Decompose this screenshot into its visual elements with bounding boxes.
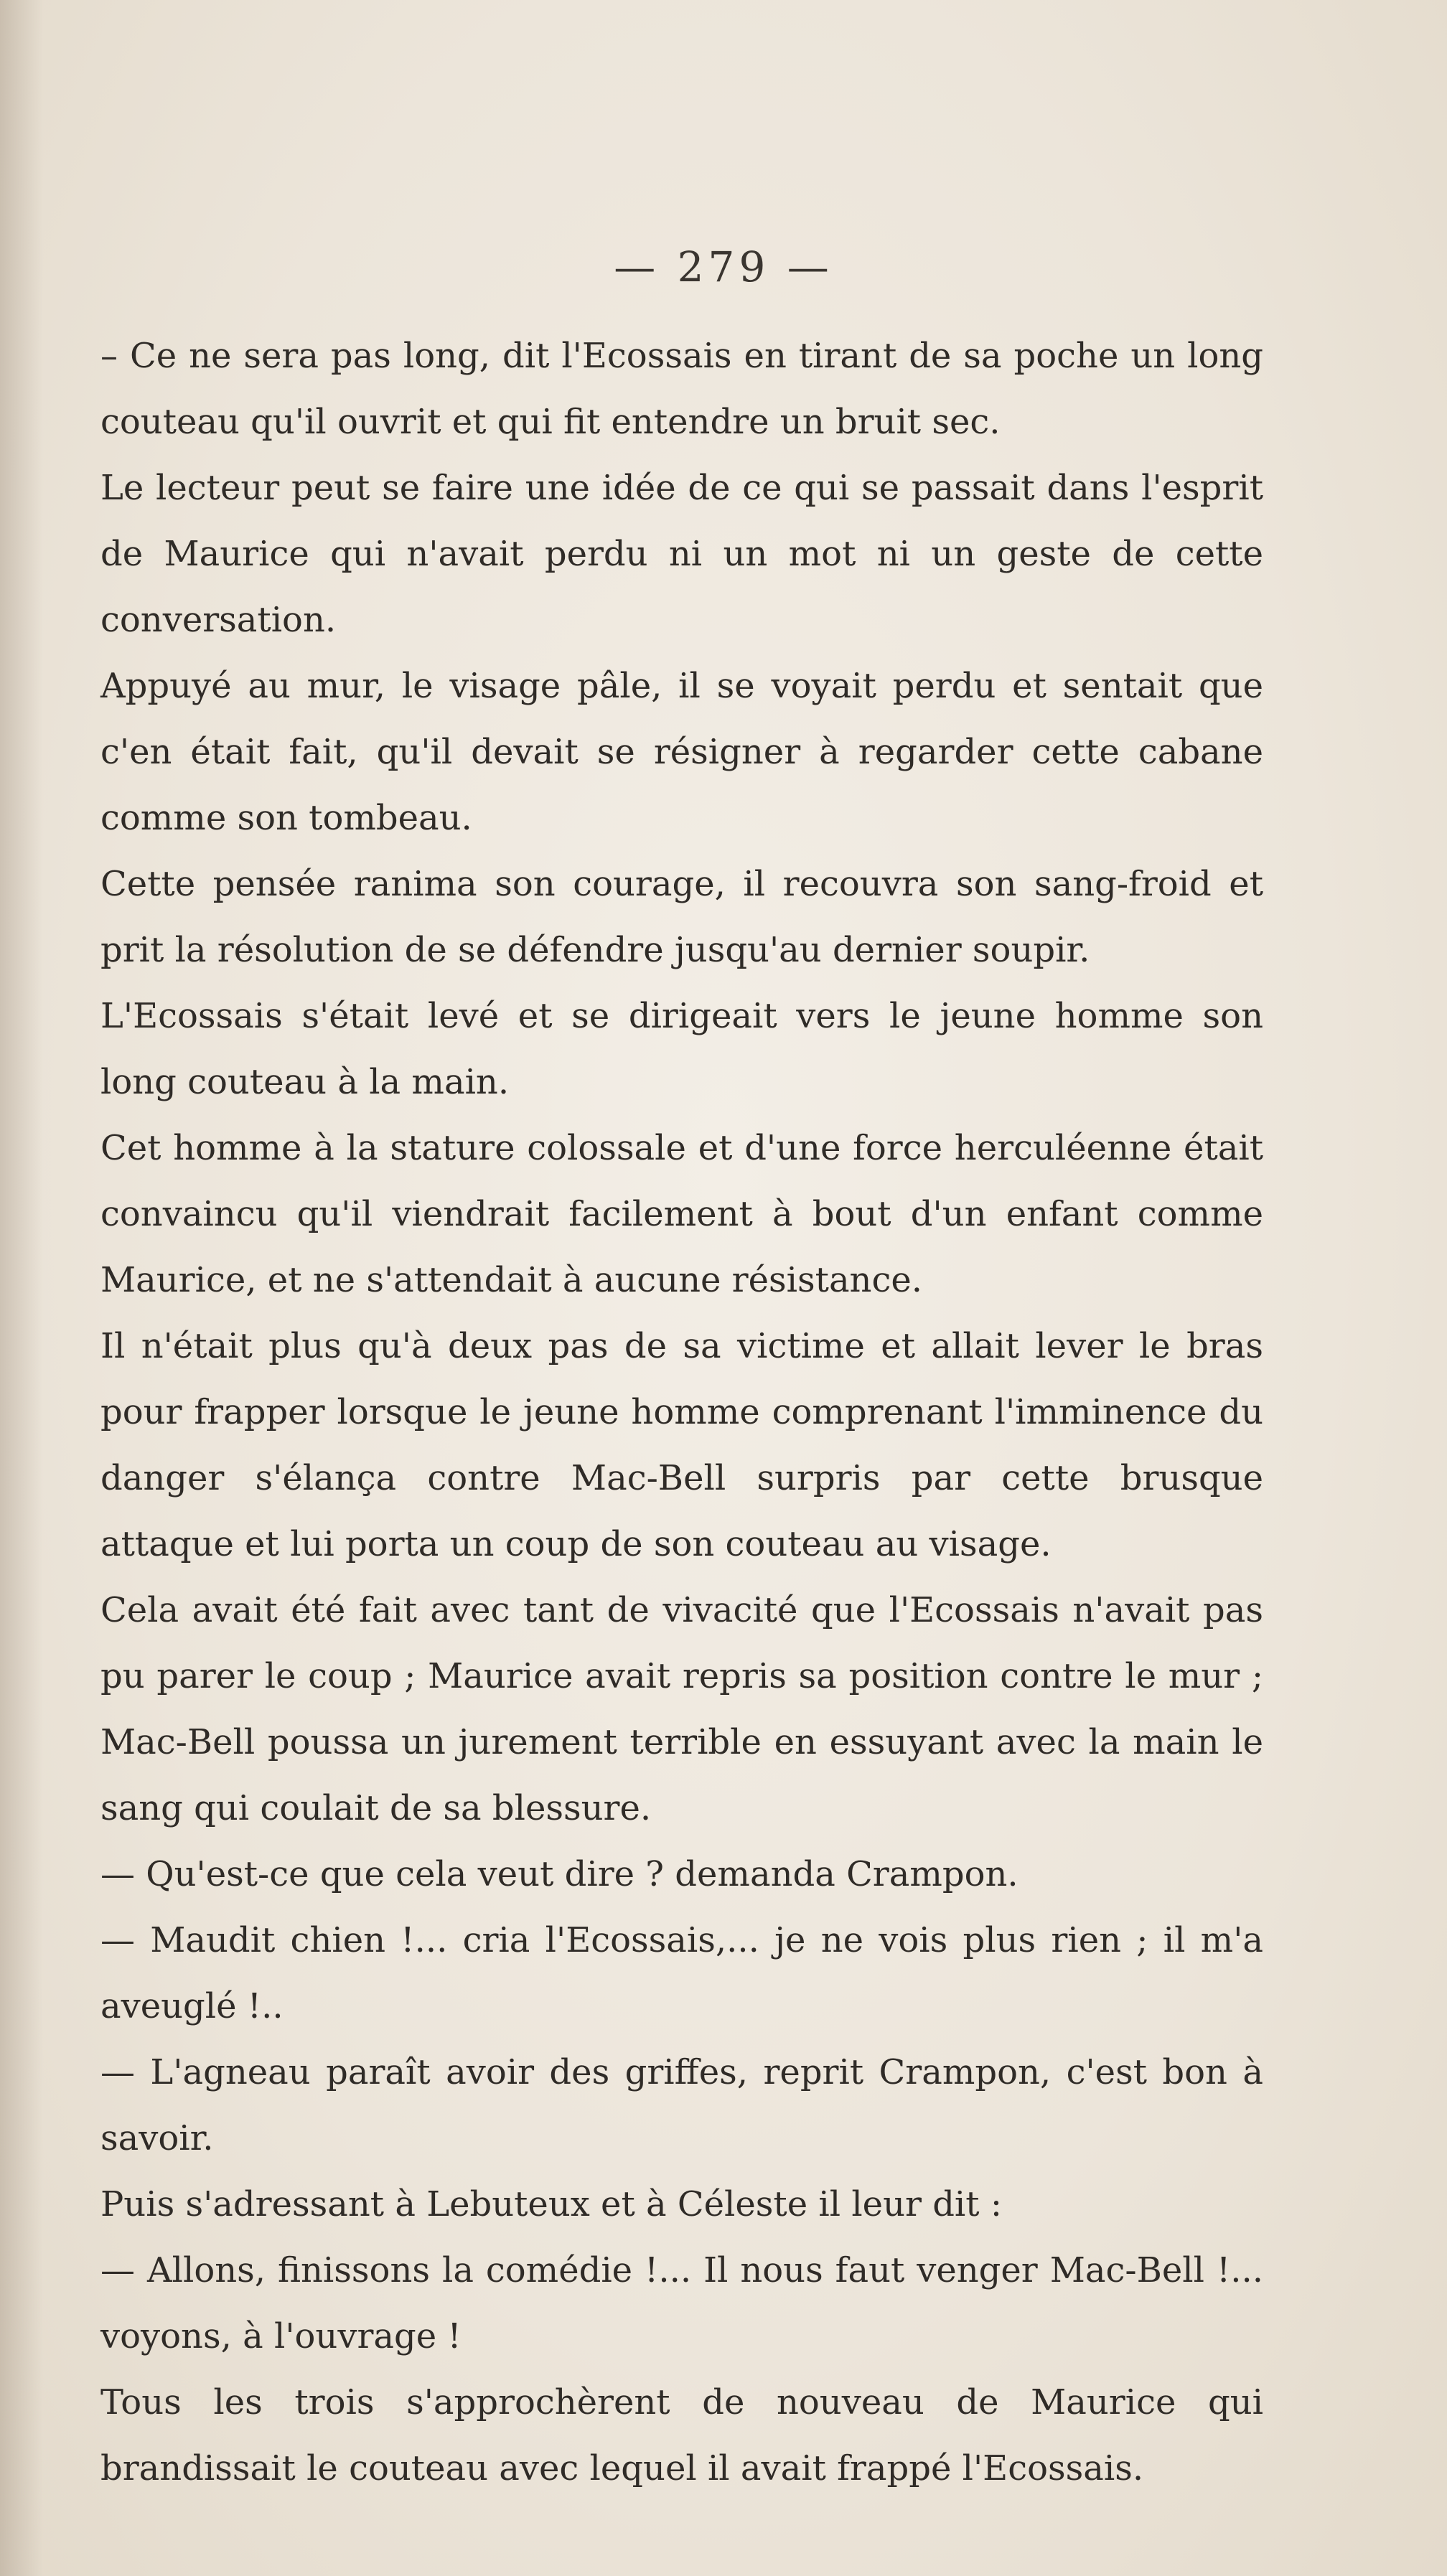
paragraph: Puis s'adressant à Lebuteux et à Céleste il leur dit : bbox=[100, 2184, 1002, 2224]
paragraph: Appuyé au mur, le visage pâle, il se voyait perdu et sentait que c'en était fait, qu'il devait se résigner à regarder cette cabane comme son tombeau. bbox=[100, 666, 1263, 838]
paragraph: Cette pensée ranima son courage, il recouvra son sang-froid et prit la résolution de se défendre jusqu'au dernier soupir. bbox=[100, 864, 1263, 970]
paragraph: — Qu'est-ce que cela veut dire ? demanda Crampon. bbox=[100, 1854, 1018, 1894]
page-gutter-shadow bbox=[0, 0, 43, 2576]
paragraph: L'Ecossais s'était levé et se dirigeait vers le jeune homme son long couteau à la main. bbox=[100, 996, 1263, 1102]
text-block bbox=[100, 323, 1263, 2501]
paragraph: — Allons, finissons la comédie !... Il nous faut venger Mac-Bell !... voyons, à l'ouvrage ! bbox=[100, 2250, 1263, 2356]
paragraph: Cet homme à la stature colossale et d'une force herculéenne était convaincu qu'il viendrait facilement à bout d'un enfant comme Maurice, et ne s'attendait à aucune résistance. bbox=[100, 1128, 1263, 1300]
paragraph: Il n'était plus qu'à deux pas de sa victime et allait lever le bras pour frapper lorsque le jeune homme comprenant l'imminence du danger s'élança contre Mac-Bell surpris par cette brusque attaque et lui porta un coup de son couteau au visage. bbox=[100, 1326, 1263, 1564]
paragraph: — L'agneau paraît avoir des griffes, reprit Crampon, c'est bon à savoir. bbox=[100, 2052, 1263, 2158]
paragraph: Tous les trois s'approchèrent de nouveau de Maurice qui brandissait le couteau avec lequel il avait frappé l'Ecossais. bbox=[100, 2382, 1263, 2488]
page-number: — 279 — bbox=[614, 243, 833, 291]
paragraph: — Maudit chien !... cria l'Ecossais,... je ne vois plus rien ; il m'a aveuglé !.. bbox=[100, 1920, 1263, 2026]
paragraph: Le lecteur peut se faire une idée de ce qui se passait dans l'esprit de Maurice qui n'avait perdu ni un mot ni un geste de cette conversation. bbox=[100, 468, 1263, 640]
paragraph: Cela avait été fait avec tant de vivacité que l'Ecossais n'avait pas pu parer le coup ; Maurice avait repris sa position contre le mur ; Mac-Bell poussa un jurement terrible en essuyant avec la main le sang qui coulait de sa blessure. bbox=[100, 1590, 1263, 1828]
paragraph: – Ce ne sera pas long, dit l'Ecossais en tirant de sa poche un long couteau qu'il ouvrit et qui fit entendre un bruit sec. bbox=[100, 336, 1263, 442]
